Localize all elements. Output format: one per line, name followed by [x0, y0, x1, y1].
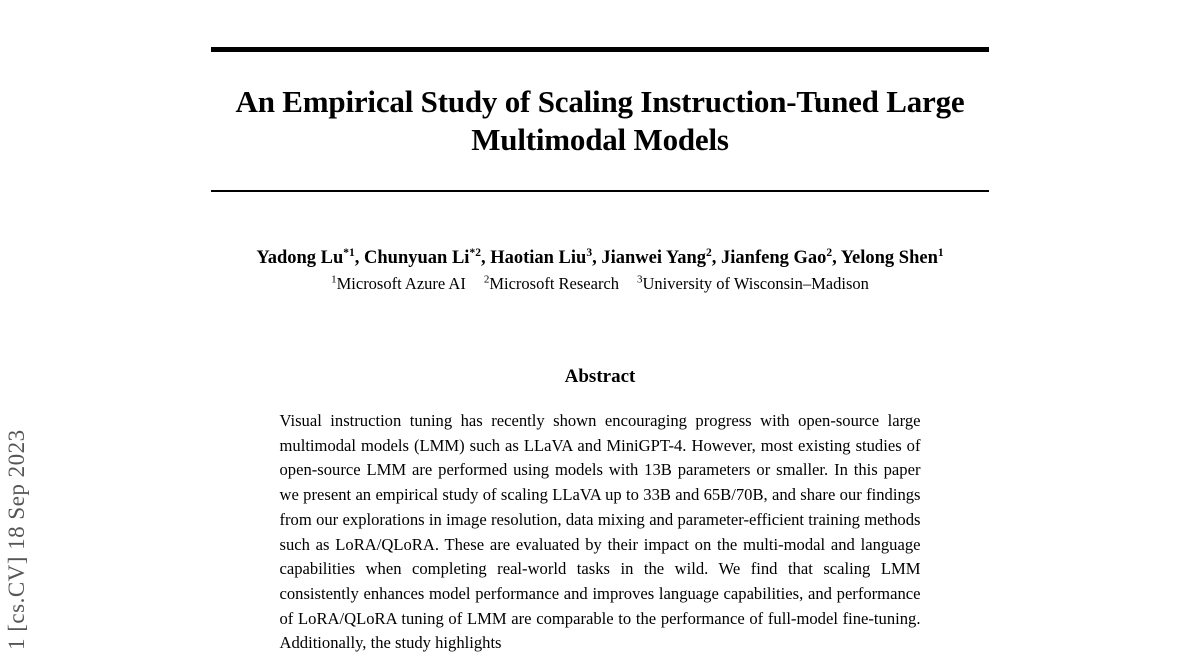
title-rule-top: [211, 47, 989, 52]
author-3-marks: 2: [706, 246, 712, 259]
author-2: Haotian Liu$^3$: [490, 246, 593, 268]
author-5: Yelong Shen$^1$: [840, 246, 944, 268]
abstract-paragraph: Visual instruction tuning has recently shown encouraging progress with open-source large multimodal models (LMM) such as LLaVA and MiniGPT-4. However, most existing studies of open-source LMM are performed using models with 13B parameters or smaller. In this paper we present an empirical study of scaling LLaVA up to 33B and 65B/70B, and share our findings from our explorations in image resolution, data mixing and parameter-efficient training methods such as LoRA/QLoRA. These are evaluated by their impact on the multi-modal and language capabilities when completing real-world tasks in the wild. We find that scaling LMM consistently enhances model performance and improves language capabilities, and performance of LoRA/QLoRA tuning of LMM are comparable to the performance of full-model fine-tuning. Additionally, the study highlights: [279, 411, 921, 653]
affiliation-0: $^1$Microsoft Azure AI: [331, 273, 466, 293]
page-title: An Empirical Study of Scaling Instruction-Tuned Large Multimodal Models: [235, 84, 965, 157]
author-0-marks: *1: [343, 246, 355, 259]
abstract-body: [280, 409, 921, 656]
title-rule-bottom: [211, 190, 989, 192]
author-3: Jianwei Yang$^2$: [601, 246, 712, 268]
affiliation-1-mark: 2: [483, 273, 490, 286]
affiliation-list: [211, 274, 989, 294]
affiliation-2-mark: 3: [637, 273, 643, 286]
abstract-heading: Abstract: [564, 366, 636, 387]
affiliation-1: $^2$Microsoft Research: [483, 273, 620, 293]
author-4-marks: 2: [826, 246, 833, 259]
affiliation-2: $^3$University of Wisconsin–Madison: [637, 273, 869, 293]
author-1: Chunyuan Li$^{*2}$: [364, 246, 481, 268]
affiliation-0-mark: 1: [331, 273, 337, 286]
arxiv-vertical-stamp: 1 [cs.CV] 18 Sep 2023: [4, 429, 29, 650]
paper-column: [211, 0, 989, 656]
author-list: Yadong Lu$^{*1}$, Chunyuan Li$^{*2}$, Haotian Liu$^3$, Jianwei Yang$^2$, Jianfeng Gao$^2$, Yelong Shen$^1$: [256, 246, 944, 268]
author-0: Yadong Lu$^{*1}$: [256, 246, 355, 268]
author-2-marks: 3: [586, 246, 593, 259]
author-5-marks: 1: [937, 246, 944, 259]
author-1-marks: *2: [469, 246, 481, 259]
author-4: Jianfeng Gao$^2$: [721, 246, 833, 268]
